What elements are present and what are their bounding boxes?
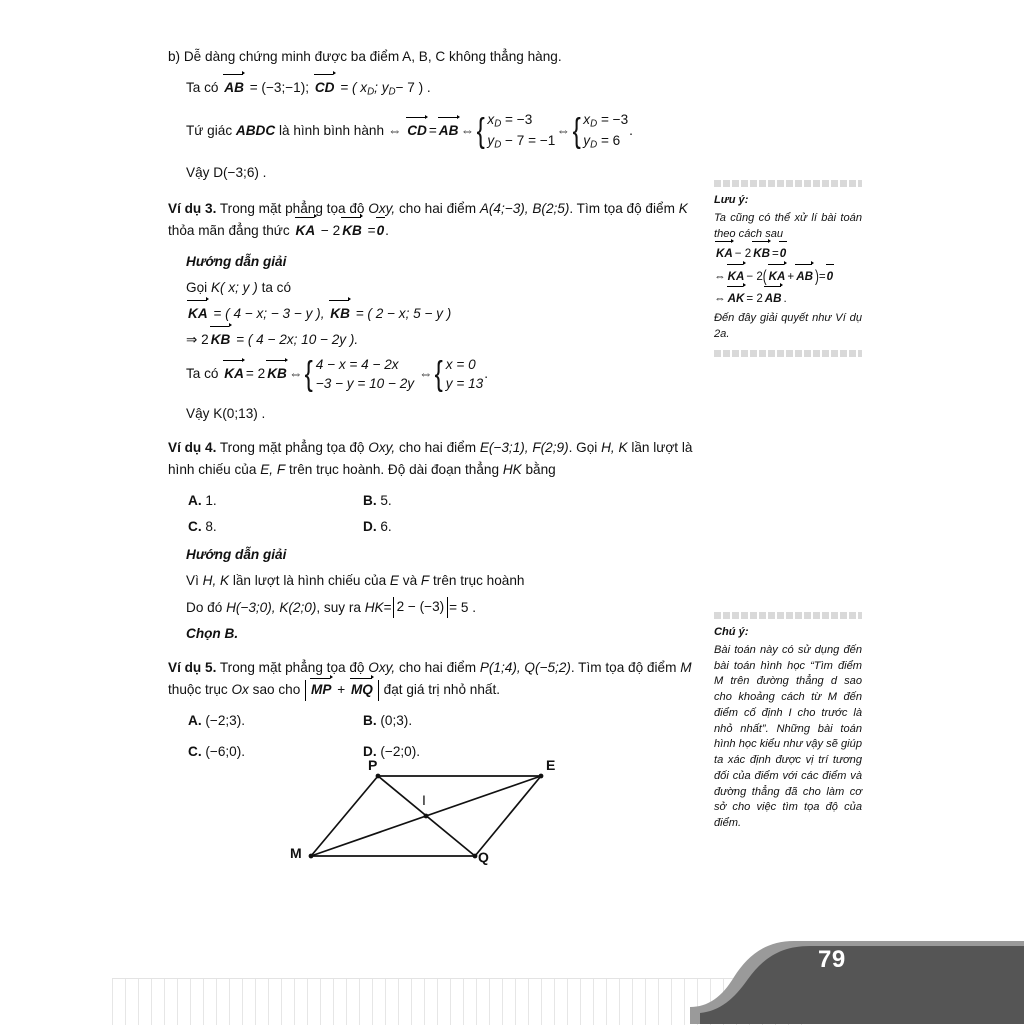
figure-vertex-E [539, 774, 544, 779]
example-3-goi [186, 277, 698, 299]
note-rule-top [714, 180, 862, 187]
ex4-text-d: lần lượt là hình chiếu của [168, 439, 693, 477]
option-d-value: 6. [380, 519, 392, 535]
note-luu-y-math-1 [714, 244, 862, 264]
figure-vertex-label-I: I [422, 792, 426, 808]
brace-4: { [435, 355, 444, 394]
brace-1: { [476, 112, 485, 151]
paragraph-ab-cd [186, 77, 698, 101]
figure-vertex-label-M: M [290, 845, 302, 861]
ex4-text-c: . Gọi [568, 439, 598, 455]
note-luu-y-line-1: Ta cũng có thể xử lí bài toán theo cách sau [714, 211, 862, 240]
ex5-text-e: sao cho [252, 681, 301, 697]
system-2 [571, 110, 628, 153]
ex4-seg-hk: HK [502, 461, 522, 477]
vector-ab-2: AB [438, 120, 460, 142]
option5-d-value: (−2;0). [380, 743, 421, 759]
iff-1: ⇔ [387, 123, 402, 139]
note-minus-1: − 2 [734, 247, 752, 261]
ka-value: = ( 4 − x; − 3 − y ), [213, 305, 325, 321]
brace-3: { [305, 355, 314, 394]
example-3-implies [186, 329, 698, 351]
option-c[interactable] [188, 516, 363, 538]
vay-d-text: Vậy D(−3;6) . [186, 164, 267, 180]
vector-ab: AB [223, 77, 245, 99]
note-vec-ab-2: AB [795, 267, 814, 287]
vector-mp: MP [310, 681, 332, 699]
ex4-oxy: Oxy, [368, 439, 396, 455]
sol4-hk-len: HK [364, 599, 384, 615]
ex5-text-f: đạt giá trị nhỏ nhất. [383, 681, 501, 697]
kb-value: = ( 2 − x; 5 − y ) [355, 305, 452, 321]
footer-wave-front [700, 946, 1024, 1024]
sol4-c: và [402, 573, 418, 589]
note-paren-close: ) [814, 266, 819, 286]
vector-cd-2: CD [406, 120, 428, 142]
ex5-text-c: . Tìm tọa độ điểm [570, 659, 677, 675]
note-chu-y-body [714, 643, 862, 832]
figure-parallelogram-mpeq [270, 745, 600, 890]
ex3-period: . [385, 222, 389, 238]
system-2-row-1: $x_D = -3$ [583, 111, 629, 130]
note-iff-3: ⇔ [714, 291, 726, 305]
note-chu-y-rule-top [714, 612, 862, 619]
guide-title-4: Hướng dẫn giải [186, 547, 287, 563]
option5-b-key: B. [363, 712, 377, 728]
option5-b[interactable] [363, 710, 698, 732]
sol4-point-h: H(−3;0), [226, 599, 276, 615]
kb-2-value: = ( 4 − 2x; 10 − 2y ). [236, 331, 359, 347]
ex3-minus: − 2 [320, 222, 341, 238]
cd-mid: ; y [374, 80, 389, 96]
note-paren-open: ( [762, 266, 767, 286]
part-b-text: b) Dễ dàng chứng minh được ba điểm A, B, C không thẳng hàng. [168, 49, 562, 64]
ex3-point-b: B(2;5) [532, 200, 570, 216]
vec-kb-2: KB [210, 329, 232, 351]
example-4-statement [168, 437, 698, 481]
example-5-statement [168, 657, 698, 701]
ex3-point-a: A(4;−3), [479, 200, 529, 216]
option-b-key: B. [363, 492, 377, 508]
system-1 [475, 110, 555, 153]
vay-k-text: Vậy K(0;13) . [186, 405, 266, 421]
figure-vertex-label-Q: Q [478, 849, 489, 865]
implies-symbol: ⇒ 2 [186, 331, 209, 347]
brace-2: { [572, 112, 581, 151]
example-3-label: Ví dụ 3. [168, 200, 217, 216]
example-4-label: Ví dụ 4. [168, 439, 217, 455]
cd-close: − 7 ) . [395, 80, 431, 96]
option-a[interactable] [188, 490, 363, 512]
option-c-value: 8. [205, 519, 217, 535]
sol4-hk: H, K [202, 573, 230, 589]
vec-kb-line: KB [329, 303, 351, 325]
note-zero-1: 0 [779, 244, 787, 264]
option5-c-value: (−6;0). [205, 743, 246, 759]
cd-open: = ( x [340, 80, 368, 96]
system-period: . [484, 366, 488, 382]
example-3-result [186, 403, 698, 425]
ab-value: = (−3;−1); [249, 80, 310, 96]
example-3-system [186, 355, 698, 394]
note-eq-3: = 2 [746, 291, 763, 305]
note-period-3: . [783, 291, 787, 305]
choice-text-4: Chọn B. [186, 625, 239, 641]
example-4-guide-title [186, 544, 698, 566]
ex3-oxy: Oxy, [368, 200, 396, 216]
ex5-oxy: Oxy, [368, 659, 396, 675]
system-3-row-1: 4 − x = 4 − 2x [315, 357, 399, 372]
option5-a[interactable] [188, 710, 363, 732]
note-vec-ab-3: AB [764, 289, 783, 309]
example-3-guide-title [186, 251, 698, 273]
tac-eq: = 2 [245, 366, 266, 382]
ex4-points-hk: H, K [601, 439, 628, 455]
vec-ka-3: KA [223, 363, 245, 385]
ex5-plus: + [337, 681, 346, 697]
sol4-doDo: Do đó [186, 599, 223, 615]
vector-cd: CD [314, 77, 336, 99]
option-c-key: C. [188, 519, 202, 535]
sol4-a: Vì [186, 573, 199, 589]
iff-2: ⇔ [460, 123, 475, 139]
option-b[interactable] [363, 490, 698, 512]
system-4-row-2: y = 13 [445, 376, 484, 392]
note-eq-2: = [818, 269, 826, 283]
example-4-solution-line2 [186, 596, 698, 618]
option5-d-key: D. [363, 743, 377, 759]
option-d-key: D. [363, 519, 377, 535]
note-plus-2: + [787, 269, 795, 283]
goi-prefix: Gọi [186, 279, 208, 295]
paragraph-part-b-line1 [168, 46, 698, 68]
figure-vertex-P [376, 774, 381, 779]
ex5-text-d: thuộc trục [168, 681, 228, 697]
ex4-text-e: trên trục hoành. Độ dài đoạn thẳng [288, 461, 500, 477]
sol4-suyra: , suy ra [316, 599, 361, 615]
example-4-choice [186, 623, 698, 645]
tu-giac-label: Tứ giác [186, 123, 233, 139]
ex4-point-f: F(2;9) [532, 439, 569, 455]
ex3-text-a: Trong mặt phẳng tọa độ [219, 200, 365, 216]
tac-iff-2: ⇔ [418, 366, 433, 382]
ex3-text-c: . Tìm tọa độ điểm [569, 200, 675, 216]
note-luu-y-math-2 [714, 267, 862, 287]
vector-mq: MQ [350, 681, 374, 699]
main-text-column [168, 46, 698, 768]
ex4-text-b: cho hai điểm [398, 439, 477, 455]
goi-suffix: ta có [261, 279, 292, 295]
vec-ka-line: KA [187, 303, 209, 325]
example-3-statement [168, 198, 698, 242]
paragraph-parallelogram-system [186, 110, 698, 153]
ex4-point-e: E(−3;1), [479, 439, 529, 455]
cd-sub-2: D [388, 86, 396, 98]
figure-vertex-label-P: P [368, 757, 378, 773]
note-luu-y-math-3 [714, 289, 862, 309]
ex3-text-d: thỏa mãn đẳng thức [168, 222, 290, 238]
system-1-row-2: $y_D - 7 = -1$ [487, 133, 556, 151]
hbh-label: là hình bình hành [278, 123, 385, 139]
period-1: . [629, 123, 633, 139]
cd-sub-1: D [367, 86, 375, 98]
ex5-abs-expr [305, 680, 379, 701]
iff-3: ⇔ [556, 123, 570, 139]
ta-co-3: Ta có [186, 366, 219, 382]
note-eq-1: = [771, 247, 779, 261]
option-d[interactable] [363, 516, 698, 538]
example-5-label: Ví dụ 5. [168, 659, 217, 675]
ex3-equals: = [367, 222, 376, 238]
figure-vertex-label-E: E [546, 757, 556, 773]
figure-vertex-Q [473, 854, 478, 859]
ex5-point-p: P(1;4), [479, 659, 521, 675]
sol4-f: F [420, 573, 430, 589]
note-vec-ak: AK [727, 289, 746, 309]
ex5-point-q: Q(−5;2) [524, 659, 571, 675]
option5-b-value: (0;3). [380, 712, 413, 728]
ex5-point-m: M [680, 659, 692, 675]
paragraph-vay-d [186, 162, 698, 184]
sol4-d: trên trục hoành [433, 573, 525, 589]
option5-c-key: C. [188, 743, 202, 759]
note-vec-kb-1: KB [752, 244, 771, 264]
option-a-value: 1. [205, 492, 217, 508]
ex3-zero-vector: 0 [376, 220, 386, 242]
tac-iff: ⇔ [288, 366, 303, 382]
ex5-axis-ox: Ox [231, 681, 249, 697]
system-1-row-1: $x_D = -3$ [487, 111, 533, 130]
note-vec-ka-2: KA [727, 267, 746, 287]
sol4-point-k: K(2;0) [279, 599, 317, 615]
vec-kb-3: KB [266, 363, 288, 385]
goi-coords: ( x; y ) [220, 279, 258, 295]
figure-vertex-M [309, 854, 314, 859]
system-3 [303, 355, 414, 394]
ex4-text-a: Trong mặt phẳng tọa độ [219, 439, 365, 455]
system-4-row-1: x = 0 [445, 357, 476, 372]
goi-point-k: K [210, 279, 221, 295]
footer-wave-decoration [690, 925, 1024, 1024]
system-2-row-2: $y_D = 6$ [583, 133, 621, 151]
option5-a-key: A. [188, 712, 202, 728]
system-4 [433, 355, 483, 394]
note-rule-bottom [714, 350, 862, 357]
sol4-e: E [389, 573, 399, 589]
sol4-result: = 5 . [449, 599, 477, 615]
example-4-options [188, 490, 698, 539]
ex5-text-a: Trong mặt phẳng tọa độ [219, 659, 365, 675]
note-vec-ka-1: KA [715, 244, 734, 264]
ex3-point-k: K [678, 200, 688, 216]
example-4-solution-line1 [186, 570, 698, 592]
example-3-ka-kb [186, 303, 698, 325]
sol4-abs-expr: 2 − (−3) [393, 597, 449, 618]
figure-vertex-I [424, 814, 429, 819]
note-chu-y-text: Bài toán này có sử dụng đến bài toán hình học “Tìm điểm M trên đường thẳng d sao cho khoảng cách từ M đến điểm cố định I cho trước là nhỏ nhất”. Những bài toán hình học kiểu như vậy sẽ giúp ta xác định được vị trí tương đối của điểm với các điểm và đường thẳng đã cho làm cơ sở cho việc tìm tọa độ của điểm. [714, 643, 862, 829]
quad-abdc: ABDC [235, 123, 276, 139]
note-luu-y-title: Lưu ý: [714, 194, 749, 206]
note-minus-2: − 2 [746, 269, 763, 283]
note-vec-ka-3: KA [768, 267, 787, 287]
option-a-key: A. [188, 492, 202, 508]
ex3-text-b: cho hai điểm [398, 200, 477, 216]
note-zero-2: 0 [826, 267, 834, 287]
ta-co-label: Ta có [186, 80, 219, 96]
sol4-equals: = [383, 599, 392, 615]
option-b-value: 5. [380, 492, 392, 508]
note-iff-2: ⇔ [714, 269, 726, 283]
page-number: 79 [818, 946, 846, 973]
guide-title-3: Hướng dẫn giải [186, 253, 287, 269]
ex4-points-ef: E, F [260, 461, 286, 477]
ex3-vector-kb: KB [341, 220, 363, 242]
note-chu-y-title: Chú ý: [714, 626, 749, 638]
sidebar-note-luu-y [714, 180, 862, 357]
ex5-text-b: cho hai điểm [398, 659, 477, 675]
sol4-b: lần lượt là hình chiếu của [232, 573, 387, 589]
equals-1: = [428, 123, 437, 139]
ex3-vector-ka: KA [295, 220, 317, 242]
option5-a-value: (−2;3). [205, 712, 246, 728]
sidebar-note-chu-y [714, 612, 862, 833]
system-3-row-2: −3 − y = 10 − 2y [315, 376, 415, 392]
note-luu-y-body [714, 211, 862, 343]
note-luu-y-line-2: Đến đây giải quyết như Ví dụ 2a. [714, 312, 862, 340]
ex4-text-f: bằng [525, 461, 556, 477]
